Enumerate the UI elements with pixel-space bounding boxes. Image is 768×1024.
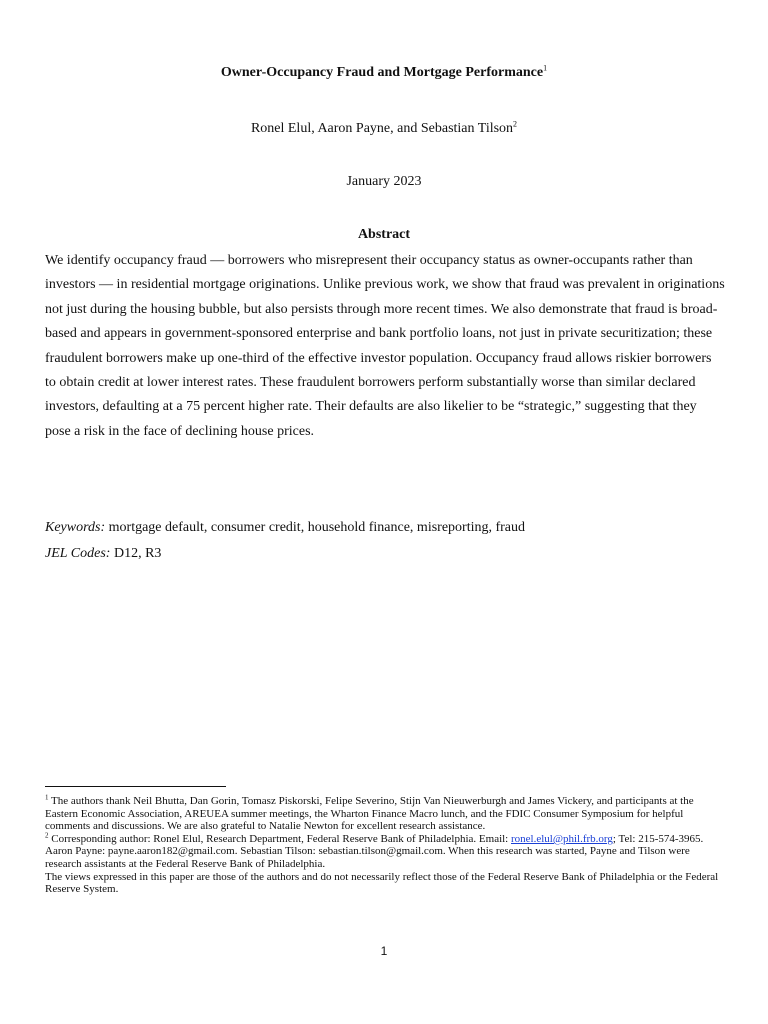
footnote-1 [45, 795, 727, 833]
footnote-1-mark: 1 [45, 793, 49, 802]
paper-title [0, 64, 768, 82]
footnote-separator [45, 786, 226, 787]
disclaimer: The views expressed in this paper are those of the authors and do not necessarily reflect those of the Federal Reserve Bank of Philadelphia or the Federal Reserve System. [45, 870, 719, 896]
jel-codes-value: D12, R3 [110, 546, 162, 561]
footnote-2-text-before: Corresponding author: Ronel Elul, Research Department, Federal Reserve Bank of Philadelphia. Email: [48, 832, 511, 845]
keywords-value: mortgage default, consumer credit, household finance, misreporting, fraud [105, 520, 526, 535]
jel-codes-label: JEL Codes: [45, 546, 111, 561]
abstract-text: We identify occupancy fraud — borrowers who misrepresent their occupancy status as owner-occupants rather than investors — in residential mortgage originations. Unlike previous work, we show that fraud was prevalent in originations not just during the housing bubble, but also persists through more recent times. We also demonstrate that fraud is broad-based and appears in government-sponsored enterprise and bank portfolio loans, not just in private securitization; these fraudulent borrowers make up one-third of the effective investor population. Occupancy fraud allows riskier borrowers to obtain credit at lower interest rates. These fraudulent borrowers perform substantially worse than similar declared investors, defaulting at a 75 percent higher rate. Their defaults are also likelier to be “strategic,” suggesting that they pose a risk in the face of declining house prices. [45, 253, 725, 439]
keywords-line [45, 519, 725, 537]
footnote-2 [45, 833, 727, 871]
keywords-label: Keywords: [45, 520, 106, 535]
author-names: Ronel Elul, Aaron Payne, and Sebastian Tilson [250, 121, 514, 136]
page-number: 1 [380, 944, 388, 958]
email-link[interactable]: ronel.elul@phil.frb.org [511, 832, 613, 845]
paper-title-text: Owner-Occupancy Fraud and Mortgage Performance [220, 65, 544, 80]
jel-codes-line [45, 545, 725, 563]
title-footnote-mark: 1 [543, 63, 548, 73]
footnote-2-text-after: ; Tel: 215-574-3965. Aaron Payne: payne.aaron182@gmail.com. Sebastian Tilson: sebastian.tilson@gmail.com. When this research was started, Payne and Tilson were research assistants at the Federal Reserve Bank of Philadelphia. [45, 832, 704, 870]
author-list [0, 120, 768, 138]
abstract-heading: Abstract [357, 227, 411, 242]
publication-date: January 2023 [346, 174, 422, 189]
footnotes [45, 795, 727, 896]
footnote-2-mark: 2 [45, 831, 49, 840]
footnote-1-text: The authors thank Neil Bhutta, Dan Gorin, Tomasz Piskorski, Felipe Severino, Stijn Van Nieuwerburgh and James Vickery, and participants at the Eastern Economic Association, AREUEA summer meetings, the Wharton Finance Macro lunch, and the FDIC Consumer Symposium for helpful comments and discussions. We are also grateful to Natalie Newton for excellent research assistance. [45, 795, 694, 833]
authors-footnote-mark: 2 [513, 119, 518, 129]
